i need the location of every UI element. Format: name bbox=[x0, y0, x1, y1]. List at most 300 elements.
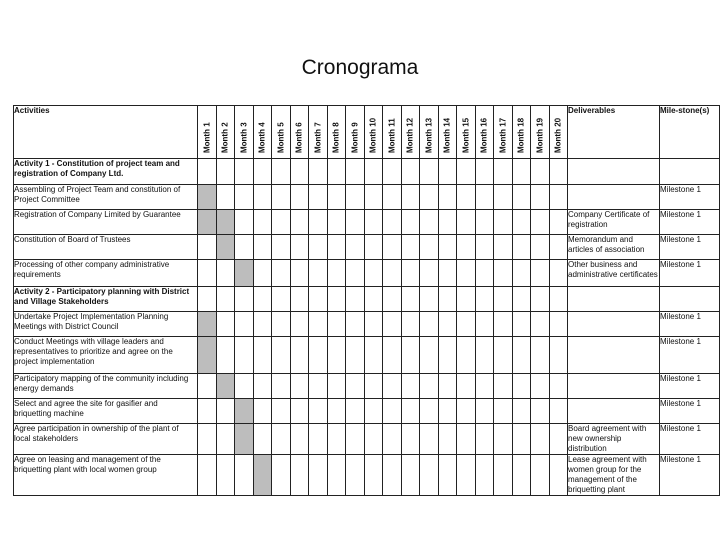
schedule-cell bbox=[420, 312, 439, 337]
schedule-cell bbox=[531, 337, 550, 374]
task-label: Conduct Meetings with village leaders and representatives to prioritize and agree on the project implementation bbox=[14, 337, 198, 374]
deliverable-cell bbox=[568, 159, 660, 185]
schedule-cell bbox=[475, 337, 494, 374]
schedule-cell bbox=[512, 185, 531, 210]
task-row bbox=[14, 374, 720, 399]
schedule-cell bbox=[457, 424, 476, 455]
schedule-cell bbox=[457, 260, 476, 287]
schedule-cell bbox=[549, 424, 568, 455]
schedule-cell bbox=[549, 374, 568, 399]
schedule-cell bbox=[327, 260, 346, 287]
month-header-label: Month 13 bbox=[424, 117, 434, 153]
deliverable-cell bbox=[568, 337, 660, 374]
schedule-cell bbox=[438, 235, 457, 260]
schedule-cell bbox=[253, 399, 272, 424]
task-label: Agree participation in ownership of the plant of local stakeholders bbox=[14, 424, 198, 455]
schedule-cell bbox=[235, 337, 254, 374]
schedule-cell bbox=[253, 424, 272, 455]
schedule-cell bbox=[346, 185, 365, 210]
schedule-cell bbox=[531, 424, 550, 455]
schedule-cell bbox=[438, 455, 457, 496]
schedule-cell bbox=[531, 399, 550, 424]
month-header-label: Month 2 bbox=[220, 122, 230, 153]
schedule-cell bbox=[364, 287, 383, 312]
deliverable-cell: Company Certificate of registration bbox=[568, 210, 660, 235]
schedule-cell bbox=[383, 159, 402, 185]
deliverable-cell bbox=[568, 399, 660, 424]
schedule-cell bbox=[346, 235, 365, 260]
month-header-label: Month 10 bbox=[368, 117, 378, 153]
schedule-cell bbox=[475, 424, 494, 455]
schedule-cell bbox=[216, 337, 235, 374]
schedule-cell bbox=[475, 374, 494, 399]
deliverable-cell bbox=[568, 312, 660, 337]
task-label: Undertake Project Implementation Planning Meetings with District Council bbox=[14, 312, 198, 337]
month-header-label: Month 6 bbox=[294, 122, 304, 153]
schedule-cell bbox=[401, 374, 420, 399]
month-header-14 bbox=[438, 106, 457, 159]
schedule-cell bbox=[327, 235, 346, 260]
schedule-cell bbox=[457, 210, 476, 235]
schedule-cell bbox=[549, 337, 568, 374]
schedule-cell bbox=[198, 287, 217, 312]
schedule-cell bbox=[216, 287, 235, 312]
schedule-cell bbox=[272, 312, 291, 337]
schedule-cell bbox=[457, 159, 476, 185]
schedule-cell-filled bbox=[216, 235, 235, 260]
month-header-label: Month 17 bbox=[498, 117, 508, 153]
schedule-cell bbox=[512, 287, 531, 312]
schedule-cell bbox=[420, 424, 439, 455]
schedule-cell bbox=[346, 210, 365, 235]
schedule-cell bbox=[383, 185, 402, 210]
schedule-cell bbox=[512, 424, 531, 455]
schedule-cell bbox=[420, 159, 439, 185]
schedule-cell bbox=[494, 455, 513, 496]
schedule-cell bbox=[457, 312, 476, 337]
schedule-cell-filled bbox=[198, 337, 217, 374]
schedule-cell bbox=[272, 260, 291, 287]
schedule-cell bbox=[420, 260, 439, 287]
month-header-11 bbox=[383, 106, 402, 159]
schedule-cell-filled bbox=[253, 455, 272, 496]
schedule-cell bbox=[420, 337, 439, 374]
schedule-cell bbox=[401, 399, 420, 424]
schedule-cell bbox=[272, 337, 291, 374]
schedule-cell bbox=[383, 399, 402, 424]
schedule-cell bbox=[475, 455, 494, 496]
schedule-cell bbox=[198, 260, 217, 287]
schedule-cell bbox=[198, 374, 217, 399]
month-header-4 bbox=[253, 106, 272, 159]
month-header-label: Month 14 bbox=[442, 117, 452, 153]
schedule-cell bbox=[346, 337, 365, 374]
schedule-cell bbox=[383, 235, 402, 260]
schedule-cell bbox=[512, 455, 531, 496]
month-header-label: Month 12 bbox=[405, 117, 415, 153]
schedule-body bbox=[14, 159, 720, 496]
schedule-cell bbox=[457, 185, 476, 210]
schedule-cell bbox=[364, 337, 383, 374]
schedule-cell bbox=[494, 424, 513, 455]
schedule-cell bbox=[457, 399, 476, 424]
schedule-cell-filled bbox=[216, 210, 235, 235]
schedule-cell bbox=[438, 374, 457, 399]
month-header-3 bbox=[235, 106, 254, 159]
milestone-cell: Milestone 1 bbox=[660, 312, 720, 337]
schedule-cell bbox=[235, 312, 254, 337]
schedule-cell bbox=[475, 235, 494, 260]
month-header-label: Month 8 bbox=[331, 122, 341, 153]
schedule-cell bbox=[475, 185, 494, 210]
schedule-cell bbox=[216, 455, 235, 496]
schedule-cell bbox=[475, 210, 494, 235]
schedule-cell bbox=[346, 260, 365, 287]
milestone-cell: Milestone 1 bbox=[660, 374, 720, 399]
task-row bbox=[14, 337, 720, 374]
schedule-cell-filled bbox=[198, 210, 217, 235]
schedule-cell bbox=[216, 159, 235, 185]
schedule-cell bbox=[235, 159, 254, 185]
month-header-5 bbox=[272, 106, 291, 159]
schedule-cell bbox=[549, 260, 568, 287]
deliverable-cell bbox=[568, 185, 660, 210]
month-header-1 bbox=[198, 106, 217, 159]
schedule-cell bbox=[346, 287, 365, 312]
activity-group-row bbox=[14, 287, 720, 312]
schedule-cell bbox=[438, 159, 457, 185]
task-row bbox=[14, 399, 720, 424]
schedule-cell bbox=[346, 312, 365, 337]
schedule-cell bbox=[253, 210, 272, 235]
milestone-cell: Milestone 1 bbox=[660, 260, 720, 287]
month-header-label: Month 15 bbox=[461, 117, 471, 153]
schedule-cell bbox=[457, 287, 476, 312]
schedule-cell bbox=[216, 424, 235, 455]
milestone-cell bbox=[660, 159, 720, 185]
schedule-cell bbox=[309, 235, 328, 260]
schedule-cell bbox=[494, 312, 513, 337]
schedule-cell bbox=[327, 159, 346, 185]
task-label: Select and agree the site for gasifier and briquetting machine bbox=[14, 399, 198, 424]
task-label: Registration of Company Limited by Guarantee bbox=[14, 210, 198, 235]
schedule-cell bbox=[531, 260, 550, 287]
schedule-table bbox=[13, 105, 720, 496]
deliverable-cell: Memorandum and articles of association bbox=[568, 235, 660, 260]
schedule-cell bbox=[253, 260, 272, 287]
task-row bbox=[14, 185, 720, 210]
schedule-cell bbox=[549, 185, 568, 210]
month-header-20 bbox=[549, 106, 568, 159]
task-label: Assembling of Project Team and constitution of Project Committee bbox=[14, 185, 198, 210]
schedule-cell bbox=[420, 399, 439, 424]
schedule-cell bbox=[272, 399, 291, 424]
schedule-cell bbox=[512, 210, 531, 235]
schedule-cell bbox=[531, 235, 550, 260]
schedule-cell bbox=[327, 287, 346, 312]
schedule-cell bbox=[198, 424, 217, 455]
schedule-cell bbox=[457, 235, 476, 260]
month-header-17 bbox=[494, 106, 513, 159]
schedule-cell bbox=[198, 159, 217, 185]
schedule-cell bbox=[364, 159, 383, 185]
schedule-cell bbox=[531, 287, 550, 312]
schedule-cell bbox=[512, 374, 531, 399]
schedule-cell bbox=[438, 287, 457, 312]
schedule-cell bbox=[290, 455, 309, 496]
schedule-cell bbox=[364, 235, 383, 260]
schedule-cell bbox=[272, 287, 291, 312]
schedule-cell bbox=[438, 185, 457, 210]
schedule-cell bbox=[457, 374, 476, 399]
schedule-cell bbox=[531, 455, 550, 496]
schedule-cell bbox=[531, 374, 550, 399]
month-header-6 bbox=[290, 106, 309, 159]
schedule-cell bbox=[494, 235, 513, 260]
task-row bbox=[14, 455, 720, 496]
schedule-cell bbox=[438, 424, 457, 455]
activity-group-label: Activity 2 - Participatory planning with District and Village Stakeholders bbox=[14, 287, 198, 312]
deliverables-header: Deliverables bbox=[568, 106, 660, 159]
schedule-cell bbox=[549, 312, 568, 337]
schedule-cell-filled bbox=[198, 312, 217, 337]
schedule-cell bbox=[549, 455, 568, 496]
schedule-cell bbox=[216, 312, 235, 337]
task-label: Agree on leasing and management of the briquetting plant with local women group bbox=[14, 455, 198, 496]
schedule-cell bbox=[309, 374, 328, 399]
milestone-cell: Milestone 1 bbox=[660, 424, 720, 455]
month-header-label: Month 1 bbox=[202, 122, 212, 153]
schedule-cell bbox=[272, 424, 291, 455]
schedule-cell bbox=[475, 399, 494, 424]
milestone-cell: Milestone 1 bbox=[660, 399, 720, 424]
schedule-cell bbox=[309, 424, 328, 455]
task-row bbox=[14, 210, 720, 235]
schedule-cell bbox=[364, 185, 383, 210]
schedule-cell bbox=[549, 159, 568, 185]
deliverable-cell: Other business and administrative certificates bbox=[568, 260, 660, 287]
schedule-cell-filled bbox=[235, 424, 254, 455]
schedule-cell bbox=[327, 210, 346, 235]
schedule-cell bbox=[327, 374, 346, 399]
schedule-cell bbox=[401, 312, 420, 337]
month-header-label: Month 16 bbox=[479, 117, 489, 153]
month-header-13 bbox=[420, 106, 439, 159]
milestone-cell: Milestone 1 bbox=[660, 337, 720, 374]
schedule-cell bbox=[235, 210, 254, 235]
schedule-cell bbox=[309, 260, 328, 287]
schedule-cell bbox=[235, 185, 254, 210]
schedule-cell bbox=[401, 287, 420, 312]
activity-group-row bbox=[14, 159, 720, 185]
deliverable-cell: Board agreement with new ownership distribution bbox=[568, 424, 660, 455]
schedule-cell bbox=[531, 312, 550, 337]
milestone-cell: Milestone 1 bbox=[660, 210, 720, 235]
schedule-cell bbox=[290, 159, 309, 185]
task-row bbox=[14, 235, 720, 260]
schedule-cell bbox=[235, 287, 254, 312]
schedule-cell bbox=[253, 159, 272, 185]
schedule-cell bbox=[216, 185, 235, 210]
schedule-cell bbox=[383, 424, 402, 455]
task-label: Processing of other company administrative requirements bbox=[14, 260, 198, 287]
schedule-cell bbox=[512, 312, 531, 337]
schedule-cell bbox=[235, 374, 254, 399]
schedule-cell bbox=[309, 287, 328, 312]
schedule-cell bbox=[475, 312, 494, 337]
task-row bbox=[14, 312, 720, 337]
schedule-cell bbox=[549, 235, 568, 260]
schedule-cell bbox=[494, 159, 513, 185]
schedule-cell bbox=[475, 159, 494, 185]
schedule-cell bbox=[420, 235, 439, 260]
schedule-cell bbox=[327, 399, 346, 424]
schedule-cell bbox=[327, 312, 346, 337]
schedule-cell bbox=[253, 374, 272, 399]
schedule-cell bbox=[401, 337, 420, 374]
schedule-cell bbox=[346, 424, 365, 455]
schedule-cell bbox=[290, 374, 309, 399]
task-row bbox=[14, 260, 720, 287]
schedule-cell bbox=[327, 185, 346, 210]
schedule-cell bbox=[383, 455, 402, 496]
schedule-cell bbox=[327, 455, 346, 496]
schedule-cell bbox=[512, 159, 531, 185]
task-label: Constitution of Board of Trustees bbox=[14, 235, 198, 260]
schedule-cell bbox=[383, 337, 402, 374]
schedule-cell-filled bbox=[198, 185, 217, 210]
schedule-cell bbox=[309, 399, 328, 424]
schedule-cell bbox=[457, 455, 476, 496]
schedule-cell bbox=[494, 260, 513, 287]
milestone-cell bbox=[660, 287, 720, 312]
month-header-19 bbox=[531, 106, 550, 159]
schedule-cell bbox=[401, 455, 420, 496]
deliverable-cell bbox=[568, 374, 660, 399]
schedule-cell bbox=[198, 455, 217, 496]
schedule-cell bbox=[327, 337, 346, 374]
schedule-cell bbox=[290, 337, 309, 374]
schedule-cell bbox=[309, 159, 328, 185]
schedule-cell bbox=[253, 312, 272, 337]
schedule-cell bbox=[438, 337, 457, 374]
schedule-cell bbox=[512, 399, 531, 424]
schedule-cell bbox=[364, 455, 383, 496]
schedule-cell bbox=[401, 210, 420, 235]
schedule-cell bbox=[272, 455, 291, 496]
schedule-cell bbox=[420, 287, 439, 312]
schedule-cell bbox=[272, 210, 291, 235]
schedule-cell bbox=[216, 260, 235, 287]
deliverable-cell bbox=[568, 287, 660, 312]
schedule-cell bbox=[272, 159, 291, 185]
schedule-cell bbox=[420, 210, 439, 235]
schedule-cell bbox=[383, 287, 402, 312]
schedule-cell bbox=[494, 185, 513, 210]
schedule-cell bbox=[494, 374, 513, 399]
schedule-cell bbox=[512, 337, 531, 374]
month-header-12 bbox=[401, 106, 420, 159]
schedule-cell bbox=[290, 185, 309, 210]
schedule-cell bbox=[438, 260, 457, 287]
schedule-cell bbox=[494, 287, 513, 312]
schedule-cell bbox=[346, 399, 365, 424]
month-header-2 bbox=[216, 106, 235, 159]
schedule-cell bbox=[494, 399, 513, 424]
schedule-cell bbox=[272, 235, 291, 260]
month-header-label: Month 18 bbox=[516, 117, 526, 153]
month-header-label: Month 9 bbox=[350, 122, 360, 153]
schedule-cell bbox=[235, 455, 254, 496]
schedule-cell bbox=[457, 337, 476, 374]
schedule-cell bbox=[549, 399, 568, 424]
schedule-cell bbox=[494, 337, 513, 374]
schedule-cell bbox=[327, 424, 346, 455]
schedule-cell-filled bbox=[235, 260, 254, 287]
schedule-cell bbox=[290, 312, 309, 337]
schedule-cell bbox=[290, 235, 309, 260]
month-header-label: Month 20 bbox=[553, 117, 563, 153]
month-header-7 bbox=[309, 106, 328, 159]
month-header-8 bbox=[327, 106, 346, 159]
schedule-cell bbox=[364, 399, 383, 424]
schedule-cell bbox=[253, 185, 272, 210]
schedule-cell bbox=[531, 210, 550, 235]
task-label: Participatory mapping of the community including energy demands bbox=[14, 374, 198, 399]
schedule-cell bbox=[290, 424, 309, 455]
schedule-cell bbox=[364, 210, 383, 235]
schedule-cell-filled bbox=[235, 399, 254, 424]
schedule-cell bbox=[272, 374, 291, 399]
schedule-cell bbox=[253, 287, 272, 312]
schedule-cell bbox=[383, 374, 402, 399]
schedule-cell bbox=[401, 185, 420, 210]
month-header-18 bbox=[512, 106, 531, 159]
month-header-label: Month 11 bbox=[387, 118, 397, 153]
schedule-cell bbox=[383, 260, 402, 287]
month-header-label: Month 3 bbox=[239, 122, 249, 153]
schedule-cell bbox=[420, 185, 439, 210]
schedule-cell bbox=[420, 374, 439, 399]
activity-group-label: Activity 1 - Constitution of project team and registration of Company Ltd. bbox=[14, 159, 198, 185]
schedule-cell bbox=[272, 185, 291, 210]
schedule-cell bbox=[235, 235, 254, 260]
schedule-cell bbox=[290, 210, 309, 235]
schedule-cell bbox=[420, 455, 439, 496]
schedule-cell bbox=[198, 399, 217, 424]
schedule-cell bbox=[401, 235, 420, 260]
schedule-cell bbox=[364, 374, 383, 399]
month-header-label: Month 19 bbox=[535, 117, 545, 153]
schedule-cell bbox=[290, 287, 309, 312]
schedule-cell bbox=[346, 159, 365, 185]
schedule-cell bbox=[364, 260, 383, 287]
schedule-cell bbox=[364, 312, 383, 337]
schedule-cell bbox=[346, 374, 365, 399]
month-header-16 bbox=[475, 106, 494, 159]
schedule-cell bbox=[309, 210, 328, 235]
milestone-cell: Milestone 1 bbox=[660, 185, 720, 210]
schedule-cell bbox=[198, 235, 217, 260]
schedule-cell bbox=[494, 210, 513, 235]
schedule-cell bbox=[401, 260, 420, 287]
schedule-cell bbox=[309, 312, 328, 337]
schedule-cell bbox=[401, 424, 420, 455]
month-header-label: Month 5 bbox=[276, 122, 286, 153]
header-row bbox=[14, 106, 720, 159]
schedule-cell bbox=[438, 399, 457, 424]
milestone-cell: Milestone 1 bbox=[660, 455, 720, 496]
